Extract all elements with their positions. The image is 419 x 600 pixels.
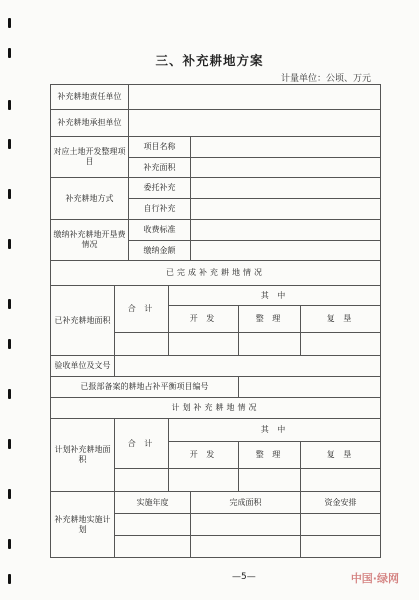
- completed-section-header: 已完成补充耕地情况: [51, 261, 381, 286]
- method-label: 补充耕地方式: [51, 178, 129, 220]
- plan-total-label: 合 计: [115, 419, 169, 469]
- page-title: 三、补充耕地方案: [155, 53, 264, 68]
- plan-section-header: 计划补充耕地情况: [51, 398, 381, 419]
- project-name-value[interactable]: [191, 137, 381, 158]
- binder-holes: [8, 0, 16, 600]
- responsible-unit-label: 补充耕地责任单位: [51, 85, 129, 110]
- entrusted-value[interactable]: [191, 178, 381, 199]
- supplement-plan-table: [50, 84, 381, 558]
- self-supplement-label: 自行补充: [129, 199, 191, 220]
- undertaking-unit-label: 补充耕地承担单位: [51, 110, 129, 137]
- completed-rectify-label: 整 理: [239, 306, 301, 333]
- binder-hole: [8, 489, 11, 499]
- binder-hole: [8, 239, 11, 249]
- fee-standard-value[interactable]: [191, 220, 381, 241]
- funds-label: 资金安排: [301, 492, 381, 514]
- completed-among-label: 其 中: [169, 286, 381, 306]
- plan-develop-label: 开 发: [169, 442, 239, 469]
- fee-label: 缴纳补充耕地开垦费情况: [51, 220, 129, 261]
- fee-amount-value[interactable]: [191, 241, 381, 261]
- project-name-label: 项目名称: [129, 137, 191, 158]
- page-number: —5—: [232, 572, 256, 582]
- self-supplement-value[interactable]: [191, 199, 381, 220]
- funds-value[interactable]: [301, 536, 381, 558]
- fee-amount-label: 缴纳金额: [129, 241, 191, 261]
- plan-among-label: 其 中: [169, 419, 381, 442]
- impl-plan-label: 补充耕地实施计划: [51, 492, 115, 558]
- binder-hole: [8, 139, 11, 149]
- plan-total-value[interactable]: [115, 469, 169, 492]
- completed-total-label: 合 计: [115, 286, 169, 333]
- acceptance-label: 验收单位及文号: [51, 356, 115, 377]
- completed-rectify-value[interactable]: [239, 333, 301, 356]
- binder-hole: [8, 299, 11, 309]
- binder-hole: [8, 339, 11, 349]
- land-project-label: 对应土地开发整理项目: [51, 137, 129, 178]
- filed-project-label: 已报部备案的耕地占补平衡项目编号: [51, 377, 239, 398]
- plan-area-label: 计划补充耕地面积: [51, 419, 115, 492]
- binder-hole: [8, 539, 11, 549]
- fee-standard-label: 收费标准: [129, 220, 191, 241]
- binder-hole: [8, 574, 11, 584]
- plan-rectify-value[interactable]: [239, 469, 301, 492]
- binder-hole: [8, 100, 11, 110]
- binder-hole: [8, 439, 11, 449]
- entrusted-label: 委托补充: [129, 178, 191, 199]
- completed-area-label: 已补充耕地面积: [51, 286, 115, 356]
- supplement-area-label: 补充面积: [129, 158, 191, 178]
- completed-develop-label: 开 发: [169, 306, 239, 333]
- done-area-value[interactable]: [191, 514, 301, 536]
- undertaking-unit-value[interactable]: [129, 110, 381, 137]
- plan-reclaim-label: 复 垦: [301, 442, 381, 469]
- completed-reclaim-label: 复 垦: [301, 306, 381, 333]
- completed-total-value[interactable]: [115, 333, 169, 356]
- binder-hole: [8, 189, 11, 199]
- completed-reclaim-value[interactable]: [301, 333, 381, 356]
- responsible-unit-value[interactable]: [129, 85, 381, 110]
- funds-value[interactable]: [301, 514, 381, 536]
- done-area-label: 完成面积: [191, 492, 301, 514]
- binder-hole: [8, 18, 11, 28]
- supplement-area-value[interactable]: [191, 158, 381, 178]
- plan-rectify-label: 整 理: [239, 442, 301, 469]
- completed-develop-value[interactable]: [169, 333, 239, 356]
- plan-develop-value[interactable]: [169, 469, 239, 492]
- filed-project-value[interactable]: [239, 377, 381, 398]
- done-area-value[interactable]: [191, 536, 301, 558]
- plan-reclaim-value[interactable]: [301, 469, 381, 492]
- impl-year-label: 实施年度: [115, 492, 191, 514]
- unit-note: 计量单位：公顷、万元: [280, 74, 371, 84]
- acceptance-value[interactable]: [115, 356, 381, 377]
- binder-hole: [8, 389, 11, 399]
- impl-year-value[interactable]: [115, 514, 191, 536]
- watermark-logo: 中国·绿网: [350, 572, 399, 585]
- impl-year-value[interactable]: [115, 536, 191, 558]
